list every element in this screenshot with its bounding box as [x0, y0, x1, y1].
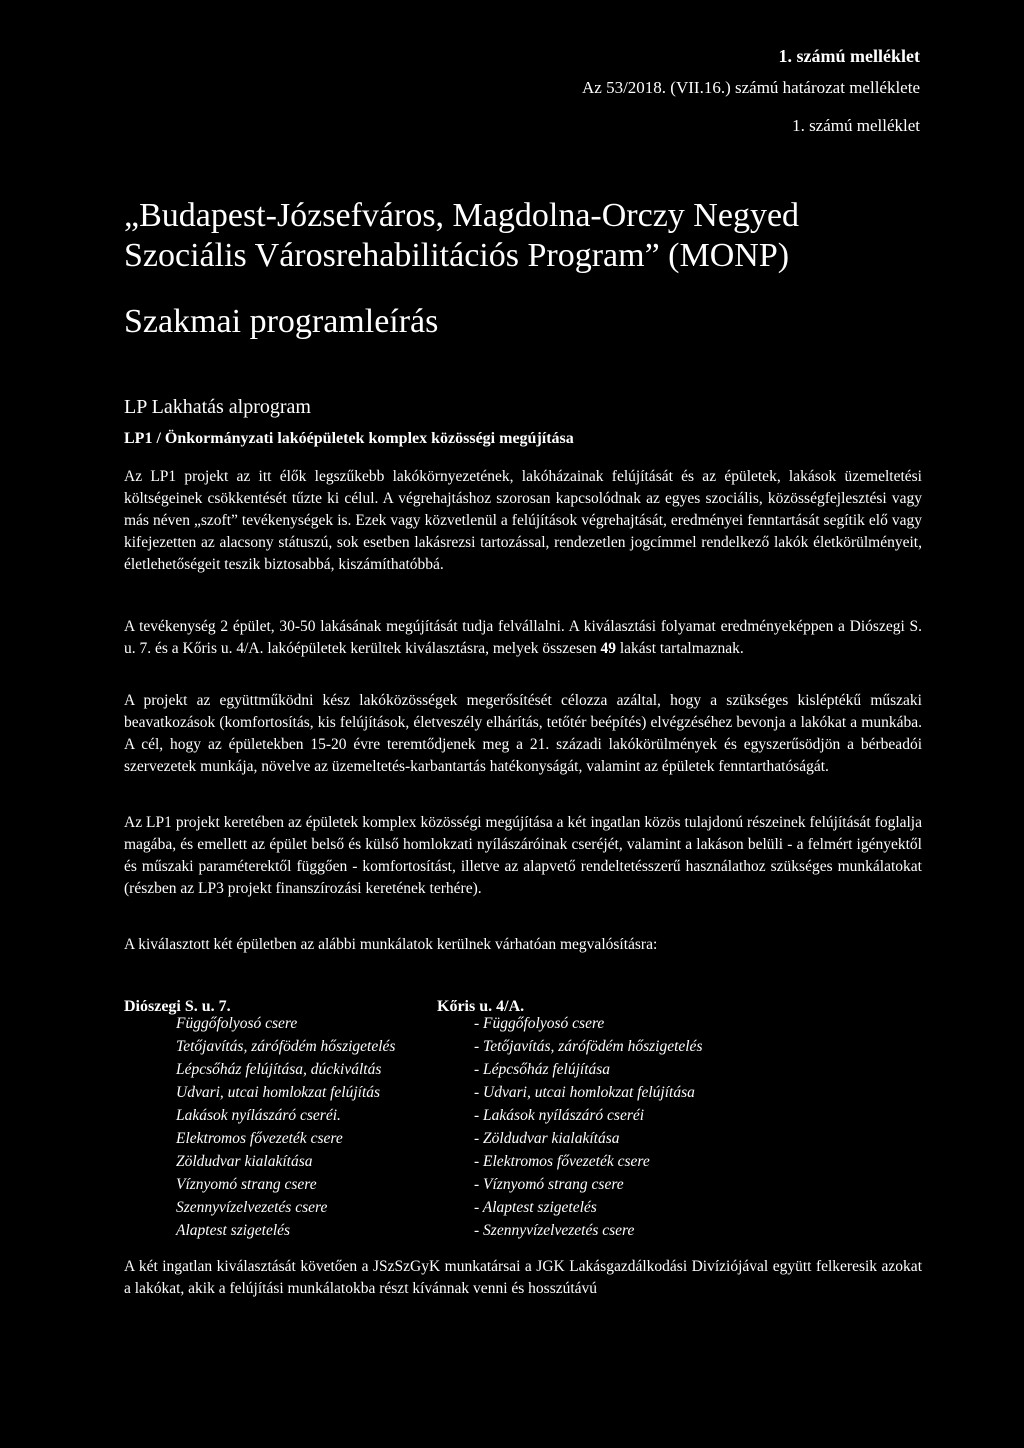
project-heading: LP1 / Önkormányzati lakóépületek komplex közösségi megújítása — [124, 430, 574, 447]
paragraph-community: A projekt az együttműködni kész lakóközösségek megerősítését célozza azáltal, hogy a szükséges kisléptékű műszaki beavatkozások (komfortosítás, kis felújítások, életveszély elhárítás, tetőtér beépítés) elvégzéséhez bevonja a lakókat a munkába. A cél, hogy az épületekben 15-20 évre teremtődjenek meg a 21. századi lakókörülmények és egyszerűsödjön a bérbeadói szervezetek munkája, növelve az üzemeltetés-karbantartás hatékonyságát, valamint az épületek fenntarthatóságát. — [124, 692, 922, 775]
list-item: - Zöldudvar kialakítása — [474, 1130, 620, 1147]
building-heading-koris: Kőris u. 4/A. — [437, 998, 525, 1015]
list-item: - Lépcsőház felújítása — [474, 1061, 611, 1078]
resolution-reference: Az 53/2018. (VII.16.) számú határozat melléklete — [582, 78, 920, 97]
list-item: Alaptest szigetelés — [176, 1222, 291, 1239]
program-title — [124, 196, 924, 276]
list-item: - Víznyomó strang csere — [474, 1176, 624, 1193]
works-list-koris — [474, 1012, 702, 1242]
list-item: Zöldudvar kialakítása — [176, 1153, 313, 1170]
list-item: - Udvari, utcai homlokzat felújítása — [474, 1084, 695, 1101]
list-item: Szennyvízelvezetés csere — [176, 1199, 328, 1216]
list-item: - Alaptest szigetelés — [474, 1199, 597, 1216]
list-item: - Lakások nyílászáró cseréi — [474, 1107, 645, 1124]
paragraph-scope: Az LP1 projekt keretében az épületek komplex közösségi megújítása a két ingatlan közös tulajdonú részeinek felújítását foglalja magába, és emellett az épület belső és külső homlokzati nyílászáróinak cseréjét, valamint a lakáson belüli - a felmért igényektől és műszaki paraméterektől függően - komfortosítást, illetve az alapvető rendeltetésszerű használathoz szükséges munkálatokat (részben az LP3 projekt finanszírozási keretének terhére). — [124, 814, 922, 897]
selection-text-start: A tevékenység 2 épület, 30-50 lakásának megújítását tudja felvállalni. A kiválasztási folyamat eredményeképpen a Diószegi S. u. 7. és a Kőris u. 4/A. lakóépületek kerültek kiválasztásra, melyek összesen — [124, 618, 922, 657]
list-item: Tetőjavítás, zárófödém hőszigetelés — [176, 1038, 396, 1055]
apartment-count: 49 — [600, 640, 616, 657]
building-heading-dioszegi: Diószegi S. u. 7. — [124, 998, 231, 1015]
list-item: - Szennyvízelvezetés csere — [474, 1222, 635, 1239]
list-item: Lépcsőház felújítása, dúckiváltás — [176, 1061, 382, 1078]
annex-number-secondary: 1. számú melléklet — [792, 116, 920, 135]
list-item: - Tetőjavítás, zárófödém hőszigetelés — [474, 1038, 703, 1055]
list-item: Víznyomó strang csere — [176, 1176, 317, 1193]
paragraph-followup: A két ingatlan kiválasztását követően a JSzSzGyK munkatársai a JGK Lakásgazdálkodási Divíziójával együtt felkeresik azokat a lakókat, akik a felújítási munkálatokba részt kívánnak venni és hosszútávú — [124, 1258, 922, 1297]
annex-number: 1. számú melléklet — [778, 46, 920, 66]
list-item: Udvari, utcai homlokzat felújítás — [176, 1084, 381, 1101]
list-item: - Elektromos fővezeték csere — [474, 1153, 650, 1170]
list-item: Függőfolyosó csere — [176, 1015, 298, 1032]
list-item: Elektromos fővezeték csere — [176, 1130, 343, 1147]
paragraph-project-goals: Az LP1 projekt az itt élők legszűkebb lakókörnyezetének, lakóházainak felújítását és az épületek, lakások üzemeltetési költségeinek csökkentését tűzte ki célul. A végrehajtáshoz szorosan kapcsolódnak az egyes szociális, közösségfejlesztési vagy más néven „szoft” tevékenységek is. Ezek vagy közvetlenül a felújítások végrehajtását, eredményei fenntartását segítik elő vagy kifejezetten az alacsony státuszú, sok esetben lakásrezsi tartozással, rendezetlen jogcímmel rendelkező lakók életkörülményeit, életlehetőségeit teszik biztosabbá, kiszámíthatóbbá. — [124, 468, 922, 573]
works-list-dioszegi — [176, 1012, 395, 1242]
subprogram-heading: LP Lakhatás alprogram — [124, 396, 311, 418]
list-item: Lakások nyílászáró cseréi. — [176, 1107, 341, 1124]
program-title-line-2: Szociális Városrehabilitációs Program” (MONP) — [124, 237, 790, 274]
document-subtitle: Szakmai programleírás — [124, 303, 439, 340]
selection-text-end: lakást tartalmaznak. — [615, 640, 744, 657]
list-item: - Függőfolyosó csere — [474, 1015, 605, 1032]
paragraph-selection — [124, 616, 922, 660]
paragraph-works-intro: A kiválasztott két épületben az alábbi munkálatok kerülnek várhatóan megvalósításra: — [124, 936, 658, 953]
program-title-line-1: „Budapest-Józsefváros, Magdolna-Orczy Negyed — [124, 197, 800, 234]
